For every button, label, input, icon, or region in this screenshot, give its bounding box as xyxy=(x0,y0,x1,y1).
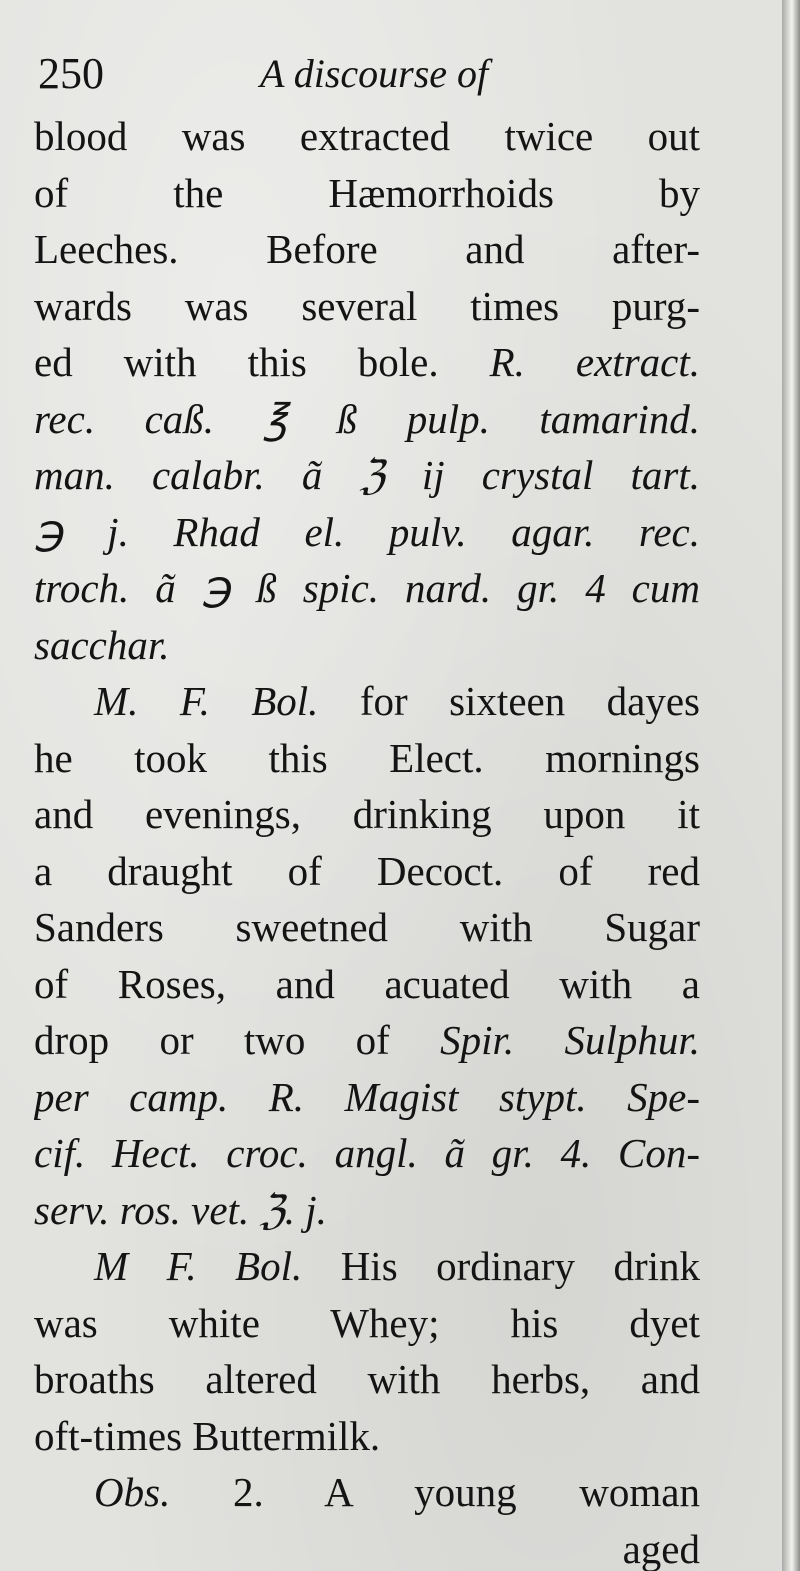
roman-text: and evenings, drinking upon it xyxy=(34,791,700,837)
running-title: A discourse of xyxy=(260,51,489,96)
text-line xyxy=(34,956,700,1013)
roman-text: drop or two of xyxy=(34,1017,441,1063)
text-line xyxy=(34,165,700,222)
italic-text: Spir. Sulphur. xyxy=(440,1017,700,1063)
italic-text: cif. Hect. croc. angl. ã gr. 4. Con- xyxy=(34,1130,700,1176)
text-line xyxy=(34,843,700,900)
text-line xyxy=(34,1295,700,1352)
roman-text: wards was several times purg- xyxy=(34,282,700,329)
italic-text: R. extract. xyxy=(489,339,700,385)
text-line xyxy=(34,1408,700,1465)
text-line xyxy=(34,1351,700,1408)
text-line xyxy=(34,730,700,787)
text-line xyxy=(34,1012,700,1069)
text-line xyxy=(34,673,700,730)
text-line xyxy=(34,1464,700,1521)
running-head xyxy=(38,46,738,102)
text-line xyxy=(34,1238,700,1295)
roman-text: of the Hæmorrhoids by xyxy=(34,169,700,216)
italic-text: troch. ã ℈ ß spic. nard. gr. 4 cum xyxy=(34,565,700,611)
roman-text: blood was extracted twice out xyxy=(34,113,700,159)
text-line xyxy=(34,1521,700,1571)
roman-text: Leeches. Before and after- xyxy=(34,226,700,272)
roman-text: oft-times Buttermilk. xyxy=(34,1412,381,1459)
roman-text: was white Whey; his dyet xyxy=(34,1299,700,1346)
italic-text: M F. Bol. xyxy=(94,1243,341,1289)
text-line xyxy=(34,1182,700,1239)
page-edge xyxy=(782,0,800,1571)
roman-text: of Roses, and acuated with a xyxy=(34,960,700,1007)
text-line xyxy=(34,617,700,674)
text-line xyxy=(34,560,700,617)
italic-text: ℈ j. Rhad el. pulv. agar. rec. xyxy=(34,508,700,555)
roman-text: aged xyxy=(622,1525,700,1571)
roman-text: ed with this bole. xyxy=(34,339,490,385)
text-line xyxy=(34,1125,700,1182)
text-line xyxy=(34,504,700,561)
roman-text: a draught of Decoct. of red xyxy=(34,847,700,894)
italic-text: rec. caß. ℥ ß pulp. tamarind. xyxy=(34,395,700,442)
roman-text: Sanders sweetned with Sugar xyxy=(34,904,700,950)
roman-text: His ordinary drink xyxy=(340,1243,700,1289)
page-number: 250 xyxy=(38,49,104,98)
body-text xyxy=(34,108,700,1571)
text-line xyxy=(34,221,700,278)
italic-text: per camp. R. Magist stypt. Spe- xyxy=(34,1073,700,1120)
roman-text: 2. A young woman xyxy=(232,1469,700,1515)
text-line xyxy=(34,391,700,448)
italic-text: sacchar. xyxy=(34,621,170,668)
roman-text: for sixteen dayes xyxy=(359,678,700,724)
italic-text: man. calabr. ã ℨ ij crystal tart. xyxy=(34,452,700,498)
text-line xyxy=(34,108,700,165)
roman-text: broaths altered with herbs, and xyxy=(34,1356,700,1402)
italic-text: serv. ros. vet. ℨ. j. xyxy=(34,1186,327,1233)
italic-text: Obs. xyxy=(94,1469,233,1515)
text-line xyxy=(34,1069,700,1126)
italic-text: M. F. Bol. xyxy=(94,678,360,724)
text-line xyxy=(34,278,700,335)
roman-text: he took this Elect. mornings xyxy=(34,734,700,781)
text-line xyxy=(34,899,700,956)
text-line xyxy=(34,334,700,391)
text-line xyxy=(34,447,700,504)
text-line xyxy=(34,786,700,843)
